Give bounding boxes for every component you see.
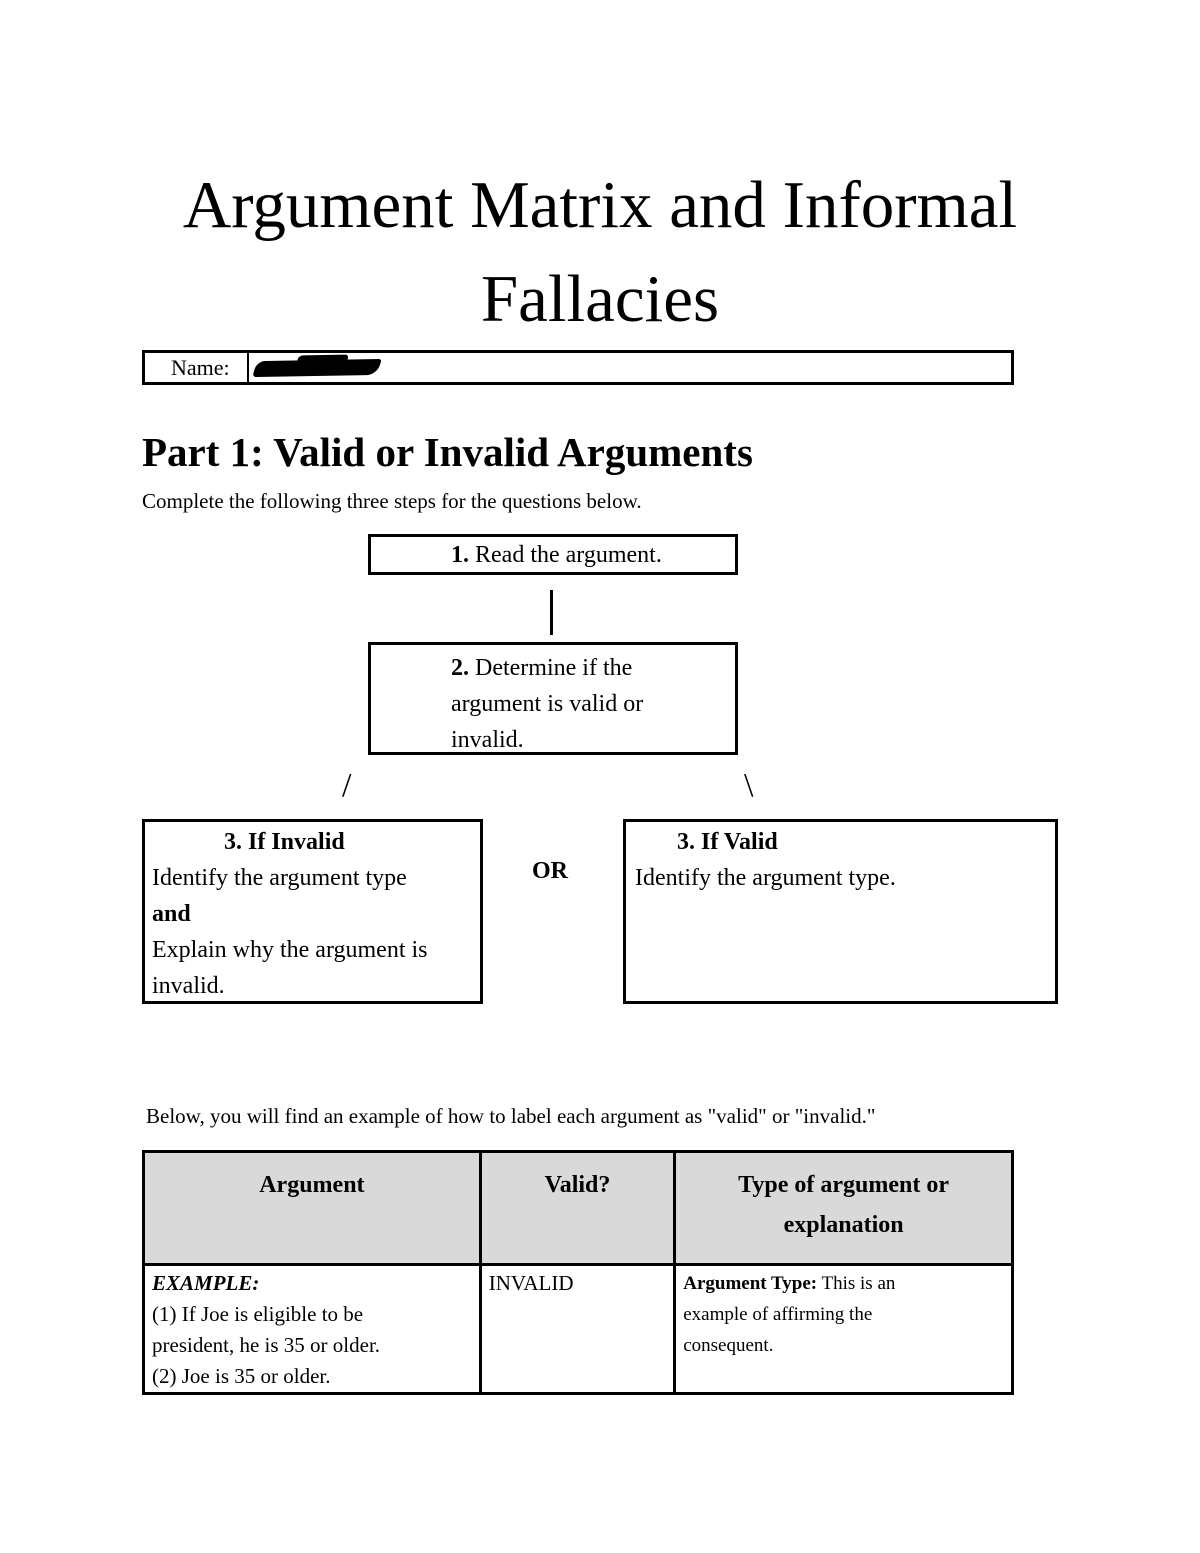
type-text-line-3: consequent. bbox=[683, 1335, 774, 1356]
title-line-1: Argument Matrix and Informal bbox=[182, 168, 1018, 242]
argument-line-1: (1) If Joe is eligible to be bbox=[152, 1302, 364, 1326]
title-line-2: Fallacies bbox=[480, 262, 720, 336]
example-label: EXAMPLE: bbox=[152, 1271, 260, 1295]
header-valid: Valid? bbox=[480, 1152, 674, 1265]
step-2-line-2: argument is valid or bbox=[451, 691, 644, 717]
argument-cell bbox=[144, 1265, 481, 1394]
valid-line-1: Identify the argument type. bbox=[635, 865, 896, 891]
name-field[interactable] bbox=[249, 353, 1011, 382]
header-type-line-1: Type of argument or bbox=[738, 1172, 950, 1198]
name-field-box bbox=[142, 350, 1014, 385]
type-cell bbox=[675, 1265, 1013, 1394]
flowchart-connector-left: / bbox=[342, 767, 352, 804]
step-1-text: Read the argument. bbox=[475, 542, 662, 568]
argument-matrix-table bbox=[142, 1150, 1014, 1395]
part-1-heading: Part 1: Valid or Invalid Arguments bbox=[142, 429, 753, 475]
header-type-line-2: explanation bbox=[783, 1212, 904, 1238]
invalid-line-1: Identify the argument type bbox=[152, 865, 407, 891]
step-2-number: 2. bbox=[451, 655, 469, 681]
or-label: OR bbox=[532, 858, 568, 884]
invalid-heading: 3. If Invalid bbox=[224, 829, 345, 855]
flowchart-connector-vertical bbox=[550, 590, 553, 635]
example-intro: Below, you will find an example of how to label each argument as "valid" or "invalid." bbox=[146, 1104, 876, 1128]
table-row bbox=[144, 1265, 1013, 1394]
table-header-row bbox=[144, 1152, 1013, 1265]
step-1-number: 1. bbox=[451, 542, 469, 568]
invalid-line-2: and bbox=[152, 901, 191, 927]
type-label: Argument Type: bbox=[683, 1273, 818, 1294]
name-label: Name: bbox=[145, 353, 249, 382]
flowchart-connector-right: \ bbox=[744, 767, 754, 804]
header-type bbox=[675, 1152, 1013, 1265]
part-1-instruction: Complete the following three steps for the questions below. bbox=[142, 489, 642, 513]
invalid-line-4: invalid. bbox=[152, 973, 225, 999]
header-argument: Argument bbox=[144, 1152, 481, 1265]
argument-line-2: president, he is 35 or older. bbox=[152, 1333, 381, 1357]
flowchart-step-3-valid bbox=[623, 819, 1058, 1004]
document-title bbox=[100, 158, 1100, 346]
flowchart-step-3-invalid bbox=[142, 819, 483, 1004]
valid-heading: 3. If Valid bbox=[677, 829, 778, 855]
validity-cell: INVALID bbox=[480, 1265, 674, 1394]
step-2-line-1: Determine if the bbox=[475, 655, 633, 681]
step-2-line-3: invalid. bbox=[451, 727, 524, 753]
redacted-name-mark bbox=[252, 359, 382, 377]
flowchart-step-1 bbox=[368, 534, 738, 575]
flowchart-step-2 bbox=[368, 642, 738, 755]
invalid-line-3: Explain why the argument is bbox=[152, 937, 428, 963]
type-text-line-2: example of affirming the bbox=[683, 1304, 873, 1325]
type-text-line-1: This is an bbox=[817, 1273, 896, 1294]
argument-line-3: (2) Joe is 35 or older. bbox=[152, 1364, 331, 1388]
